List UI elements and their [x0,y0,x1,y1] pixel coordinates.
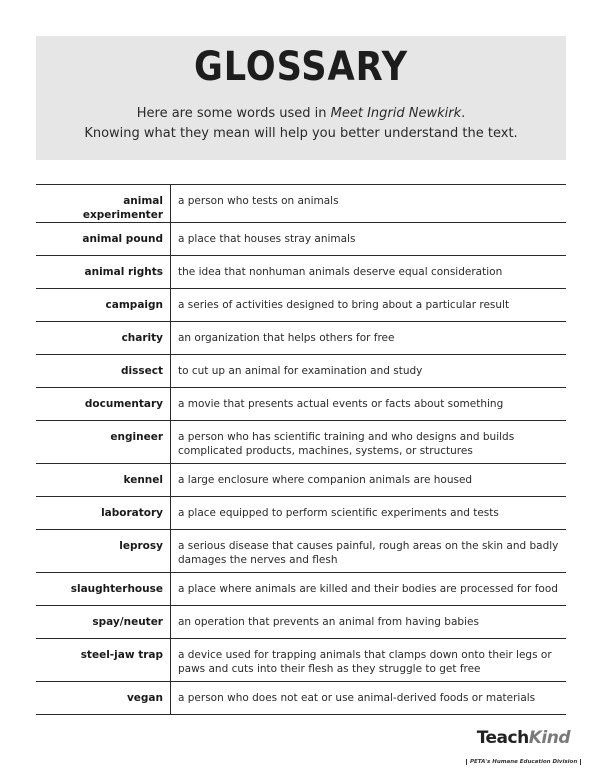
glossary-definition: an organization that helps others for free [171,322,567,355]
intro-line-1 [36,104,566,124]
intro-line-1-prefix: Here are some words used in [136,106,331,121]
glossary-term: animal experimenter [36,185,171,223]
glossary-term: engineer [36,421,171,464]
glossary-row [36,573,566,606]
glossary-term: charity [36,322,171,355]
intro-line-1-suffix: . [461,106,466,121]
brand-tagline: PETA's Humane Education Division [466,759,581,765]
glossary-row [36,464,566,497]
glossary-row [36,289,566,322]
glossary-row [36,223,566,256]
glossary-term: leprosy [36,530,171,573]
glossary-definition: a series of activities designed to bring about a particular result [171,289,567,322]
glossary-row [36,256,566,289]
glossary-term: laboratory [36,497,171,530]
glossary-definition: a place where animals are killed and their bodies are processed for food [171,573,567,606]
page-title: GLOSSARY [193,44,409,90]
glossary-row [36,185,566,223]
glossary-definition: a device used for trapping animals that clamps down onto their legs or paws and cuts into their flesh as they struggle to get free [171,639,567,682]
glossary-definition: to cut up an animal for examination and study [171,355,567,388]
glossary-definition: a movie that presents actual events or facts about something [171,388,567,421]
intro-text [36,104,566,144]
glossary-definition: a person who tests on animals [171,185,567,223]
glossary-definition: the idea that nonhuman animals deserve equal consideration [171,256,567,289]
glossary-row [36,682,566,715]
glossary-definition: a person who does not eat or use animal-derived foods or materials [171,682,567,715]
glossary-row [36,322,566,355]
glossary-term: steel-jaw trap [36,639,171,682]
glossary-term: vegan [36,682,171,715]
glossary-term: animal pound [36,223,171,256]
glossary-definition: a place that houses stray animals [171,223,567,256]
glossary-definition: an operation that prevents an animal from having babies [171,606,567,639]
glossary-row [36,355,566,388]
glossary-definition: a serious disease that causes painful, rough areas on the skin and badly damages the nerves and flesh [171,530,567,573]
glossary-row [36,606,566,639]
glossary-definition: a large enclosure where companion animals are housed [171,464,567,497]
intro-line-2: Knowing what they mean will help you better understand the text. [84,126,518,141]
glossary-definition: a person who has scientific training and who designs and builds complicated products, machines, systems, or structures [171,421,567,464]
brand-name-kind: Kind [528,728,570,748]
glossary-table [36,184,566,715]
glossary-row [36,388,566,421]
glossary-row [36,421,566,464]
glossary-term: animal rights [36,256,171,289]
glossary-term: slaughterhouse [36,573,171,606]
glossary-row [36,497,566,530]
glossary-term: dissect [36,355,171,388]
glossary-row [36,639,566,682]
glossary-term: kennel [36,464,171,497]
glossary-term: documentary [36,388,171,421]
brand-name [466,728,570,748]
glossary-body [36,185,566,715]
book-title: Meet Ingrid Newkirk [330,106,462,121]
glossary-row [36,530,566,573]
glossary-term: spay/neuter [36,606,171,639]
teachkind-logo [466,728,578,767]
glossary-term: campaign [36,289,171,322]
glossary-definition: a place equipped to perform scientific experiments and tests [171,497,567,530]
brand-name-teach: Teach [476,728,529,748]
header-box [36,36,566,160]
